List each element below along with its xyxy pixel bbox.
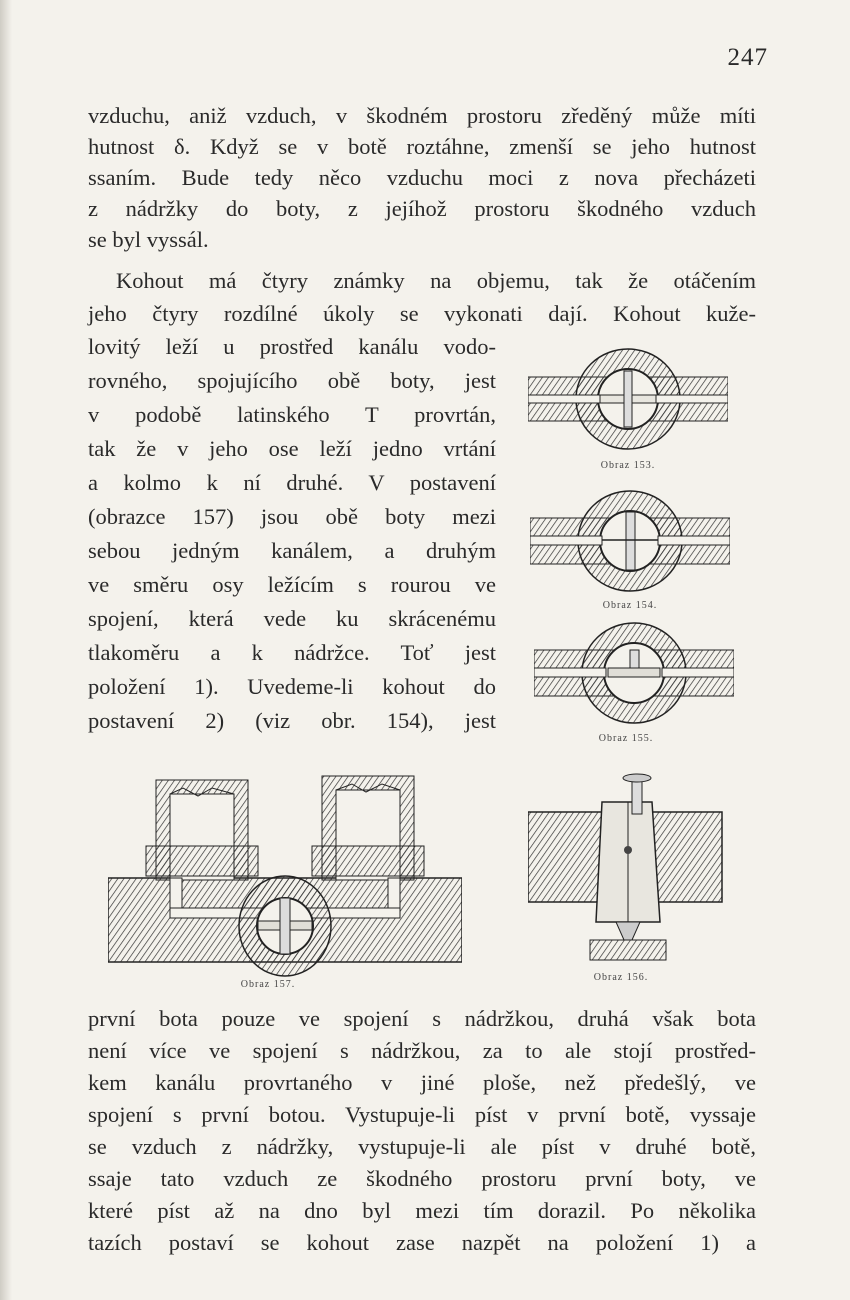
figure-156 [528,772,724,968]
text-line: hutnost δ. Když se v botě roztáhne, zmenší se jeho hutnost [88,134,756,159]
text-line: spojení, která vede ku skrácenému [88,606,496,631]
text-line: se byl vyssál. [88,227,209,252]
text-line: položení 1). Uvedeme-li kohout do [88,674,496,699]
text-line: tak že v jeho ose leží jedno vrtání [88,436,496,461]
text-line: z nádržky do boty, z jejíhož prostoru škodného vzduch [88,196,756,221]
figure-153 [528,345,728,455]
text-line: kem kanálu provrtaného v jiné ploše, než předešlý, ve [88,1070,756,1095]
figure-153-caption: Obraz 153. [600,460,656,471]
text-line: ssaje tato vzduch ze škodného prostoru první boty, ve [88,1166,756,1191]
text-line: tlakoměru a k nádržce. Toť jest [88,640,496,665]
figure-155 [534,620,734,728]
text-line: vzduchu, aniž vzduch, v škodném prostoru zředěný může míti [88,103,756,128]
text-line: se vzduch z nádržky, vystupuje-li ale píst v druhé botě, [88,1134,756,1159]
text-line: (obrazce 157) jsou obě boty mezi [88,504,496,529]
text-line: rovného, spojujícího obě boty, jest [88,368,496,393]
text-line: a kolmo k ní druhé. V postavení [88,470,496,495]
text-line: Kohout má čtyry známky na objemu, tak že otáčením [116,268,756,293]
figure-157 [108,770,462,978]
text-line: postavení 2) (viz obr. 154), jest [88,708,496,733]
figure-154 [530,488,730,596]
page-number: 247 [727,44,768,71]
text-line: lovitý leží u prostřed kanálu vodo- [88,334,496,359]
text-line: první bota pouze ve spojení s nádržkou, druhá však bota [88,1006,756,1031]
text-line: spojení s první botou. Vystupuje-li píst v první botě, vyssaje [88,1102,756,1127]
text-line: které píst až na dno byl mezi tím dorazil. Po několika [88,1198,756,1223]
text-line: sebou jedným kanálem, a druhým [88,538,496,563]
text-line: ve směru osy ležícím s rourou ve [88,572,496,597]
text-line: v podobě latinského T provrtán, [88,402,496,427]
text-line: není více ve spojení s nádržkou, za to ale stojí prostřed- [88,1038,756,1063]
text-line: ssaním. Bude tedy něco vzduchu moci z nova přecházeti [88,165,756,190]
figure-156-caption: Obraz 156. [593,972,649,983]
text-line: jeho čtyry rozdílné úkoly se vykonati dají. Kohout kuže- [88,301,756,326]
text-line: tazích postaví se kohout zase nazpět na položení 1) a [88,1230,756,1255]
figure-157-caption: Obraz 157. [240,979,296,990]
figure-154-caption: Obraz 154. [602,600,658,611]
page-edge [0,0,12,1300]
figure-155-caption: Obraz 155. [598,733,654,744]
